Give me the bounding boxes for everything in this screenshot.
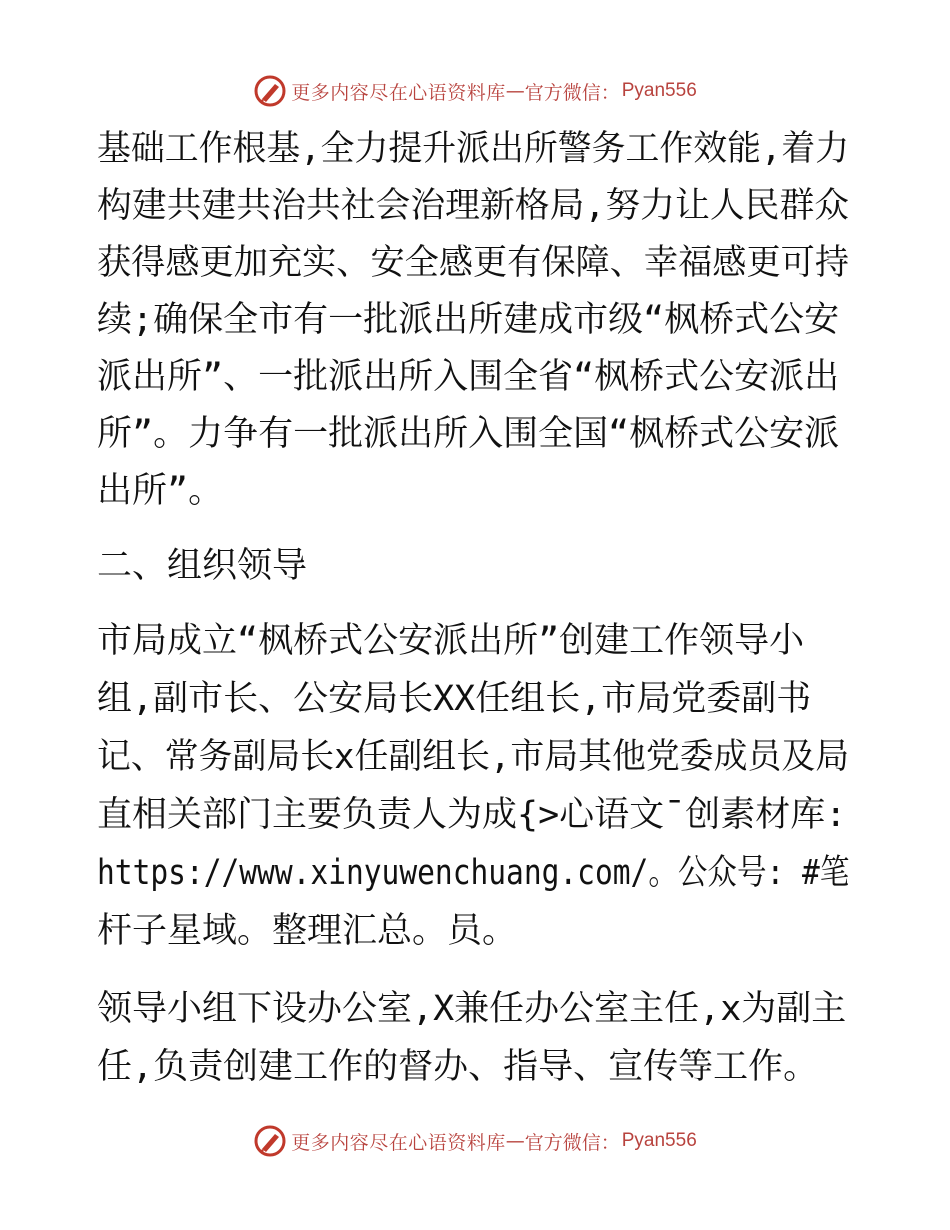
text-line: 派出所”、一批派出所入围全省“枫桥式公安派出 [97,357,840,397]
watermark-text: 更多内容尽在心语资料库 [291,81,506,104]
text-line: 市局成立“枫桥式公安派出所”创建工作领导小 [97,621,805,661]
watermark-separator: — [505,1130,525,1152]
pen-logo-icon [253,1124,287,1158]
text-line: 领导小组下设办公室,X兼任办公室主任,x为副主 [97,989,847,1029]
text-line: 组,副市长、公安局长XX任组长,市局党委副书 [97,679,812,719]
footer-watermark [0,1121,950,1161]
text-line: 记、常务副局长x任副组长,市局其他党委成员及局 [97,737,850,777]
text-line: 出所”。 [97,471,224,511]
watermark-wechat-label: 官方微信： [524,1131,620,1154]
text-line: 续;确保全市有一批派出所建成市级“枫桥式公安 [97,300,840,340]
text-line: 构建共建共治共社会治理新格局,努力让人民群众 [97,186,850,226]
text-line: 基础工作根基,全力提升派出所警务工作效能,着力 [97,129,850,169]
watermark-separator: — [505,80,525,102]
text-line: 杆子星域。整理汇总。员。 [97,911,518,951]
text-line: 直相关部门主要负责人为成{>心语文¯创素材库: [97,795,847,835]
text-line: https://www.xinyuwenchuang.com/。公众号: #笔 [97,853,850,893]
section-heading: 二、组织领导 [97,546,308,586]
header-watermark [0,71,950,111]
text-line: 所”。力争有一批派出所入围全国“枫桥式公安派 [97,414,840,454]
watermark-text: 更多内容尽在心语资料库 [291,1131,506,1154]
watermark-wechat-id: Pyan556 [621,1130,697,1151]
text-line: 任,负责创建工作的督办、指导、宣传等工作。 [97,1047,819,1087]
watermark-wechat-id: Pyan556 [621,80,697,101]
pen-logo-icon [253,74,287,108]
watermark-wechat-label: 官方微信： [524,81,620,104]
text-line: 获得感更加充实、安全感更有保障、幸福感更可持 [97,243,850,283]
